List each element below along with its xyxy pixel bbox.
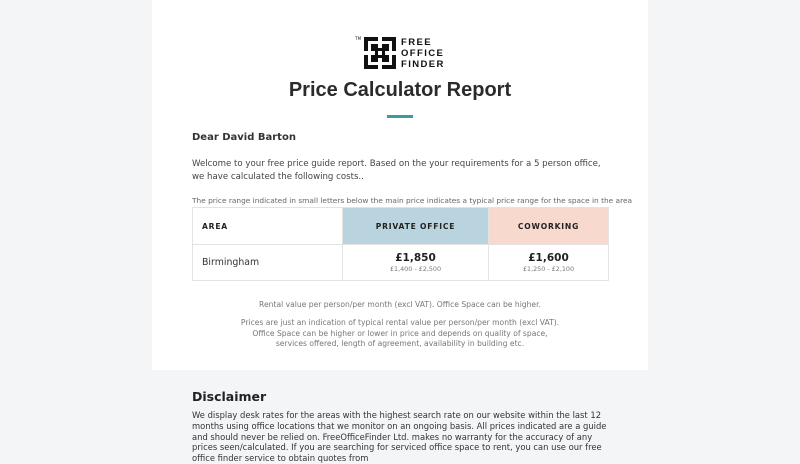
- private-office-range: £1,400 - £2,500: [389, 264, 442, 273]
- column-header-area: AREA: [193, 208, 343, 245]
- logo-line-office: OFFICE: [401, 48, 445, 59]
- private-office-price: £1,850: [395, 251, 436, 264]
- area-name: Birmingham: [193, 245, 343, 281]
- intro-paragraph: Welcome to your free price guide report. Based on the your requirements for a 5 person office, we have calculated the following costs..: [192, 159, 601, 182]
- disclaimer-section: [152, 370, 648, 464]
- column-header-private-office: PRIVATE OFFICE: [343, 208, 489, 245]
- table-row: [193, 245, 609, 281]
- logo-mark-icon: [364, 37, 396, 69]
- logo-line-free: FREE: [401, 37, 432, 48]
- disclaimer-heading: Disclaimer: [192, 389, 267, 404]
- table-header-row: [193, 208, 609, 245]
- rental-value-note: Rental value per person/per month (excl VAT). Office Space can be higher.: [259, 300, 541, 309]
- price-table: [192, 207, 609, 281]
- free-office-finder-logo[interactable]: [355, 36, 514, 70]
- column-header-coworking: COWORKING: [489, 208, 609, 245]
- logo-wordmark: [401, 37, 445, 70]
- private-office-price-cell: [343, 245, 489, 281]
- greeting: Dear David Barton: [192, 132, 296, 143]
- logo-line-finder: FINDER: [401, 59, 445, 70]
- title-accent-divider: [387, 115, 413, 118]
- trademark-symbol: TM: [355, 36, 362, 41]
- coworking-price: £1,600: [528, 251, 569, 264]
- disclaimer-text: We display desk rates for the areas with the highest search rate on our website within the last 12 months using office locations that we monitor on an ongoing basis. All prices indicated are a guide and should never be relied on. FreeOfficeFinder Ltd. makes no warranty for the accuracy of any prices seen/calculated. If you are searching for serviced office space to rent, you can use our free office finder service to obtain quotes from: [192, 410, 607, 464]
- prices-indication-note: Prices are just an indication of typical rental value per person/per month (excl VAT). Office Space can be higher or lower in price and depends on quality of space, services offered, length of agreement, availability in building etc.: [240, 318, 560, 349]
- coworking-price-cell: [489, 245, 609, 281]
- price-range-note: The price range indicated in small letters below the main price indicates a typical price range for the space in the area: [192, 196, 633, 205]
- coworking-range: £1,250 - £2,100: [522, 264, 575, 273]
- page-title: Price Calculator Report: [288, 79, 512, 101]
